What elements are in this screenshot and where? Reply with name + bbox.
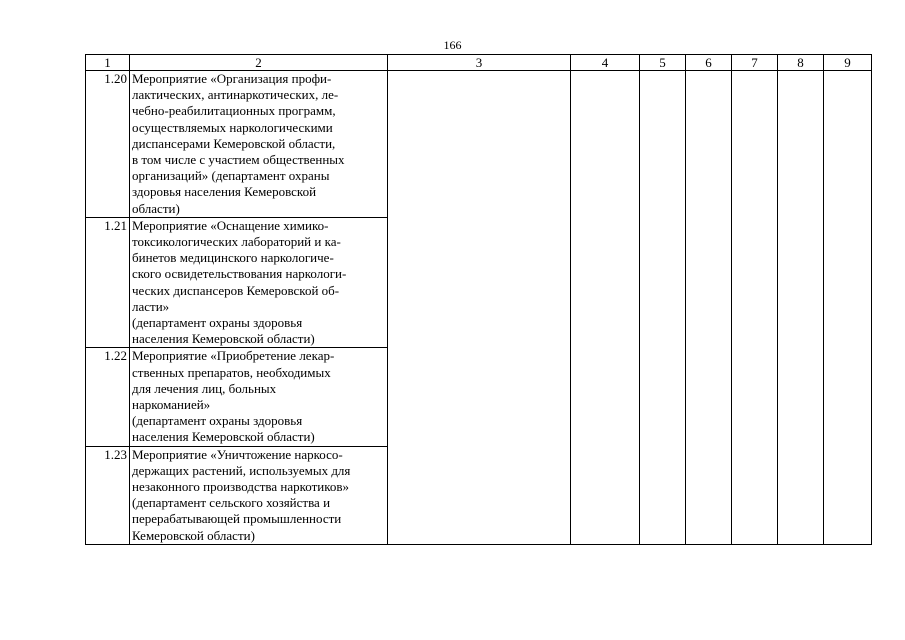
row-number: 1.23 [86, 446, 130, 544]
column-5-cell [640, 71, 686, 545]
row-description: Мероприятие «Оснащение химико- токсикологических лабораторий и ка- бинетов медицинского наркологиче- ского освидетельствования наркологи- ческих диспансеров Кемеровской об- ласти» (департамент охраны здоровья населения Кемеровской области) [130, 217, 388, 348]
row-number: 1.21 [86, 217, 130, 348]
column-header-5: 5 [640, 55, 686, 71]
column-6-cell [686, 71, 732, 545]
page-number: 166 [443, 38, 462, 52]
column-header-1: 1 [86, 55, 130, 71]
column-8-cell [778, 71, 824, 545]
activities-table [85, 54, 872, 545]
row-number: 1.20 [86, 71, 130, 218]
column-header-8: 8 [778, 55, 824, 71]
column-4-cell [571, 71, 640, 545]
header-row [86, 55, 872, 71]
column-header-7: 7 [732, 55, 778, 71]
row-description: Мероприятие «Организация профи- лактических, антинаркотических, ле- чебно-реабилитационных программ, осуществляемых наркологическими диспансерами Кемеровской области, в том числе с участием общественных организаций» (департамент охраны здоровья населения Кемеровской области) [130, 71, 388, 218]
column-9-cell [824, 71, 872, 545]
column-header-4: 4 [571, 55, 640, 71]
column-header-6: 6 [686, 55, 732, 71]
column-7-cell [732, 71, 778, 545]
column-header-3: 3 [388, 55, 571, 71]
row-description: Мероприятие «Уничтожение наркосо- держащих растений, используемых для незаконного производства наркотиков» (департамент сельского хозяйства и перерабатывающей промышленности Кемеровской области) [130, 446, 388, 544]
row-number: 1.22 [86, 348, 130, 446]
column-3-cell [388, 71, 571, 545]
row-description: Мероприятие «Приобретение лекар- ственных препаратов, необходимых для лечения лиц, больных наркоманией» (департамент охраны здоровья населения Кемеровской области) [130, 348, 388, 446]
column-header-2: 2 [130, 55, 388, 71]
column-header-9: 9 [824, 55, 872, 71]
table-row [86, 71, 872, 218]
